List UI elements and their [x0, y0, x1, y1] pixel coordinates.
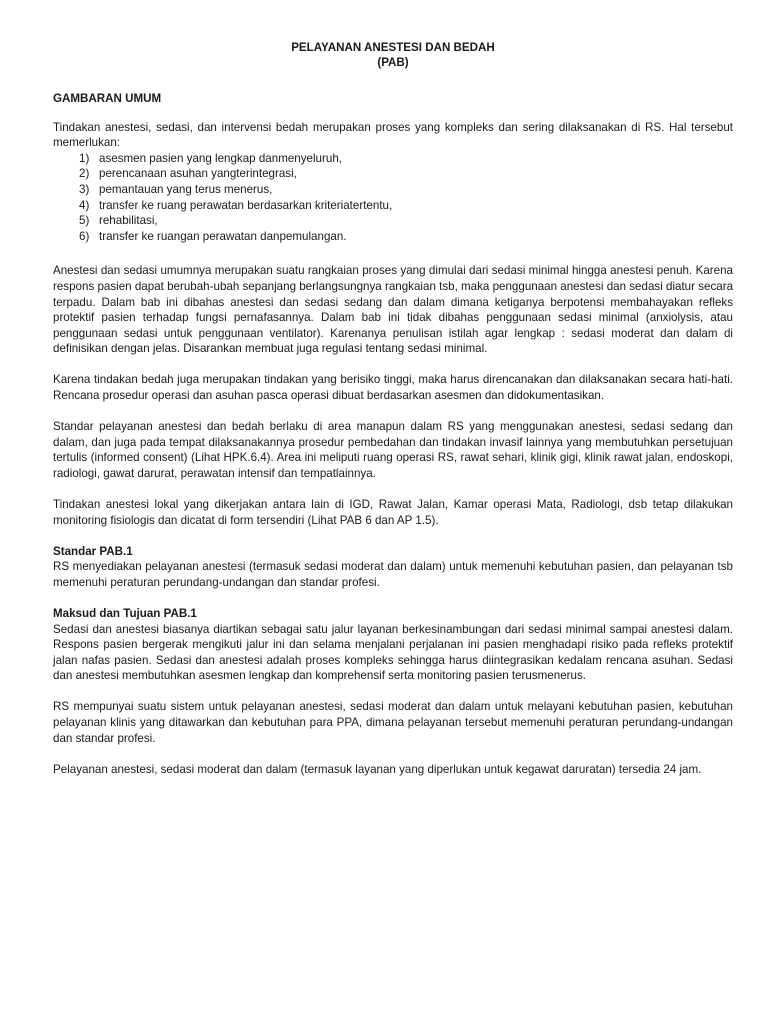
document-title-block: [53, 40, 733, 70]
list-item: [53, 229, 733, 245]
list-item-text: rehabilitasi,: [99, 214, 158, 228]
intent-text: Sedasi dan anestesi biasanya diartikan sebagai satu jalur layanan berkesinambungan dari sedasi minimal sampai anestesi dalam. Respons pasien bergerak mengikuti jalur ini dan selama menjalani perjalanan ini pasien menghadapi risiko pada refleks protektif jalan nafas pasien. Sedasi dan anestesi adalah proses kompleks sehingga harus diintegrasikan kedalam rencana asuhan. Sedasi dan anestesi membutuhkan asesmen lengkap dan komprehensif serta monitoring pasien terusmenerus.: [53, 622, 733, 683]
list-item: [53, 151, 733, 167]
document-title: PELAYANAN ANESTESI DAN BEDAH: [291, 41, 495, 54]
list-item-number: 4): [79, 198, 90, 212]
standard-heading: Standar PAB.1: [53, 544, 133, 558]
body-paragraph: Karena tindakan bedah juga merupakan tindakan yang berisiko tinggi, maka harus direncanakan dan dilaksanakan secara hati-hati. Rencana prosedur operasi dan asuhan pasca operasi dibuat berdasarkan asesmen dan didokumentasikan.: [53, 373, 733, 402]
standard-text: RS menyediakan pelayanan anestesi (termasuk sedasi moderat dan dalam) untuk memenuhi kebutuhan pasien, dan pelayanan tsb memenuhi peraturan perundang-undangan dan standar profesi.: [53, 560, 733, 589]
overview-heading: GAMBARAN UMUM: [53, 92, 162, 105]
requirements-list: [53, 151, 733, 245]
list-item-number: 3): [79, 182, 90, 196]
list-item-text: perencanaan asuhan yangterintegrasi,: [99, 167, 297, 181]
list-item: [53, 166, 733, 182]
intent-heading: Maksud dan Tujuan PAB.1: [53, 606, 197, 620]
list-item-text: asesmen pasien yang lengkap danmenyeluruh,: [99, 151, 342, 165]
standard-section: [53, 544, 733, 591]
document-subtitle: (PAB): [377, 56, 409, 69]
list-item-text: transfer ke ruangan perawatan danpemulangan.: [99, 229, 347, 243]
list-item-number: 5): [79, 214, 90, 228]
body-paragraph: Anestesi dan sedasi umumnya merupakan suatu rangkaian proses yang dimulai dari sedasi minimal hingga anestesi penuh. Karena respons pasien dapat berubah-ubah sepanjang berlangsungnya rangkaian tsb, maka penggunaan anestesi dan sedasi diatur secara terpadu. Dalam bab ini dibahas anestesi dan sedasi sedang dan dalam dimana ketiganya berpotensi membahayakan refleks protektif pasien terhadap fungsi pernafasannya. Dalam bab ini tidak dibahas penggunaan sedasi minimal (anxiolysis, atau penggunaan sedasi untuk penggunaan ventilator). Karenanya penulisan istilah agar lengkap : sedasi moderat dan dalam di definisikan dengan jelas. Disarankan membuat juga regulasi tentang sedasi minimal.: [53, 264, 734, 356]
body-paragraph: Pelayanan anestesi, sedasi moderat dan dalam (termasuk layanan yang diperlukan untuk kegawat daruratan) tersedia 24 jam.: [53, 762, 702, 776]
list-item-text: transfer ke ruang perawatan berdasarkan kriteriatertentu,: [99, 198, 393, 212]
list-item-text: pemantauan yang terus menerus,: [99, 182, 273, 196]
list-item: [53, 182, 733, 198]
intro-paragraph: Tindakan anestesi, sedasi, dan intervensi bedah merupakan proses yang kompleks dan sering dilaksanakan di RS. Hal tersebut memerlukan:: [53, 120, 733, 150]
list-item: [53, 198, 733, 214]
body-paragraph: Standar pelayanan anestesi dan bedah berlaku di area manapun dalam RS yang menggunakan anestesi, sedasi sedang dan dalam, dan juga pada tempat dilaksanakannya prosedur pembedahan dan tindakan invasif lainnya yang membutuhkan persetujuan tertulis (informed consent) (Lihat HPK.6.4). Area ini meliputi ruang operasi RS, rawat sehari, klinik gigi, klinik rawat jalan, endoskopi, radiologi, gawat darurat, perawatan intensif dan tempatlainnya.: [53, 420, 733, 480]
body-paragraph: Tindakan anestesi lokal yang dikerjakan antara lain di IGD, Rawat Jalan, Kamar operasi Mata, Radiologi, dsb tetap dilakukan monitoring fisiologis dan dicatat di form tersendiri (Lihat PAB 6 dan AP 1.5).: [53, 497, 733, 527]
list-item-number: 6): [79, 229, 90, 243]
list-item-number: 2): [79, 167, 90, 181]
intent-section: [53, 606, 733, 684]
list-item: [53, 213, 733, 229]
body-paragraph: RS mempunyai suatu sistem untuk pelayanan anestesi, sedasi moderat dan dalam untuk melayani kebutuhan pasien, kebutuhan pelayanan klinis yang ditawarkan dan kebutuhan para PPA, dimana pelayanan tersebut memenuhi peraturan perundang-undangan dan standar profesi.: [53, 700, 733, 745]
list-item-number: 1): [79, 151, 90, 165]
